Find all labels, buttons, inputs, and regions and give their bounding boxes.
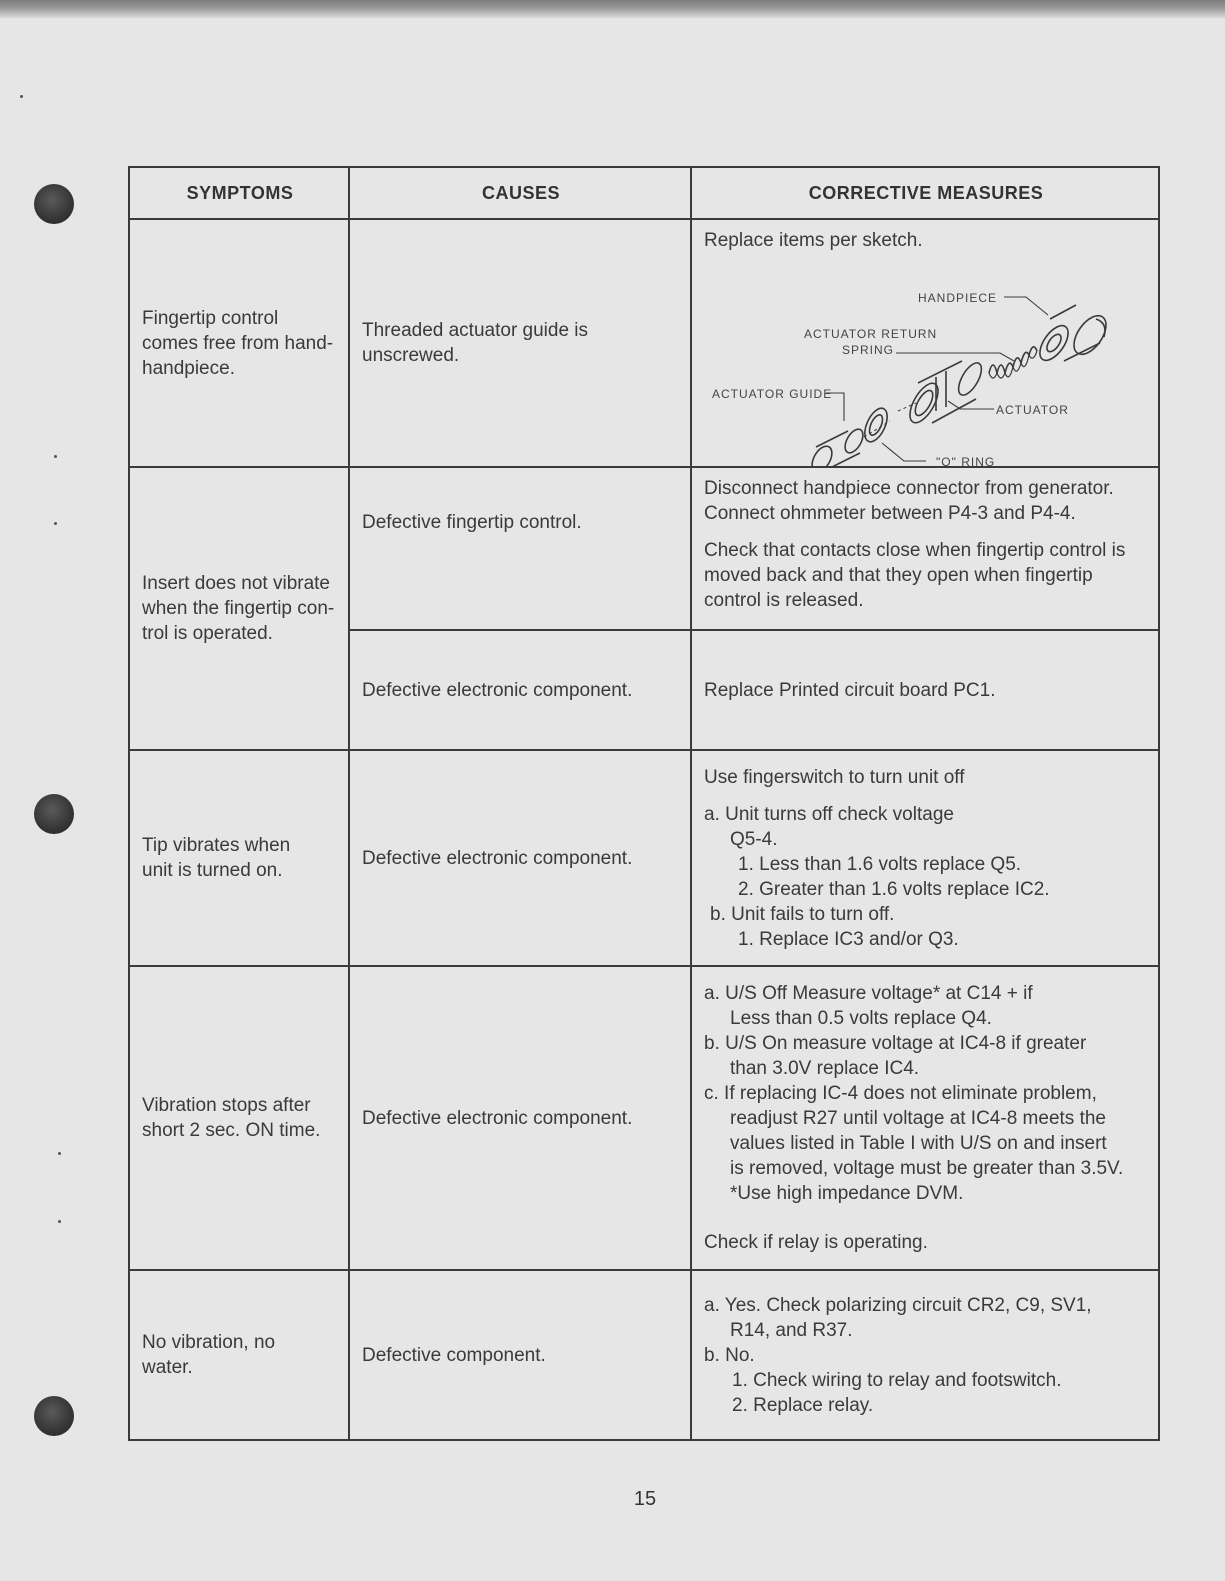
- measure-line: Check that contacts close when fingertip control is: [704, 540, 1126, 561]
- cause-line: Defective electronic component.: [362, 1107, 633, 1129]
- scan-speck: [58, 1152, 61, 1155]
- measure-line: Connect ohmmeter between P4-3 and P4-4.: [704, 503, 1076, 524]
- measure-line: c. If replacing IC-4 does not eliminate problem,: [704, 1083, 1097, 1104]
- symptom-line: trol is operated.: [142, 623, 273, 644]
- table-header-row: [129, 167, 1159, 219]
- measure-line: is removed, voltage must be greater than 3.5V.: [730, 1158, 1124, 1179]
- cause-cell: [349, 467, 691, 630]
- header-corrective-measures: CORRECTIVE MEASURES: [691, 167, 1159, 219]
- cause-cell: [349, 219, 691, 467]
- measure-cell: [691, 750, 1159, 966]
- cause-cell: [349, 1270, 691, 1440]
- cause-cell: [349, 630, 691, 750]
- measure-line: Less than 0.5 volts replace Q4.: [730, 1008, 992, 1029]
- cause-line: Defective component.: [362, 1344, 546, 1366]
- symptom-line: Fingertip control: [142, 307, 279, 329]
- measure-line: Q5-4.: [730, 828, 778, 850]
- measure-line: a. Unit turns off check voltage: [704, 803, 954, 825]
- table-row: [129, 467, 1159, 630]
- cause-line: Defective electronic component.: [362, 679, 633, 701]
- measure-line: Replace items per sketch.: [704, 230, 923, 251]
- symptom-line: Vibration stops after: [142, 1095, 311, 1116]
- measure-line: 1. Check wiring to relay and footswitch.: [732, 1369, 1062, 1391]
- scan-speck: [20, 95, 23, 98]
- symptom-cell: [129, 467, 349, 750]
- table-row: [129, 1270, 1159, 1440]
- symptom-line: unit is turned on.: [142, 860, 283, 881]
- scan-speck: [54, 455, 57, 458]
- measure-line: Use fingerswitch to turn unit off: [704, 766, 965, 788]
- measure-cell: [691, 1270, 1159, 1440]
- measure-cell: [691, 467, 1159, 630]
- symptom-cell: [129, 966, 349, 1270]
- measure-line: values listed in Table I with U/S on and insert: [730, 1133, 1107, 1154]
- label-spring: SPRING: [842, 343, 895, 357]
- table-row: [129, 219, 1159, 467]
- cause-cell: [349, 750, 691, 966]
- measure-cell: [691, 219, 1159, 467]
- symptom-line: Tip vibrates when: [142, 835, 291, 856]
- symptom-line: when the fingertip con-: [142, 598, 335, 619]
- measure-line: a. Yes. Check polarizing circuit CR2, C9, SV1,: [704, 1294, 1092, 1316]
- measure-line: 2. Greater than 1.6 volts replace IC2.: [738, 878, 1050, 900]
- measure-line: *Use high impedance DVM.: [730, 1183, 964, 1204]
- header-causes: CAUSES: [349, 167, 691, 219]
- table-row: [129, 966, 1159, 1270]
- measure-line: b. No.: [704, 1344, 755, 1366]
- troubleshooting-table: [128, 166, 1160, 1441]
- measure-line: than 3.0V replace IC4.: [730, 1058, 920, 1079]
- scan-speck: [58, 1220, 61, 1223]
- symptom-line: water.: [142, 1357, 193, 1378]
- measure-line: b. U/S On measure voltage at IC4-8 if greater: [704, 1033, 1087, 1054]
- cause-line: Defective fingertip control.: [362, 512, 582, 533]
- measure-line: Replace Printed circuit board PC1.: [704, 679, 996, 701]
- measure-line: Disconnect handpiece connector from generator.: [704, 478, 1114, 499]
- measure-line: moved back and that they open when fingertip: [704, 565, 1093, 586]
- measure-line: 2. Replace relay.: [732, 1394, 874, 1416]
- cause-line: Defective electronic component.: [362, 847, 633, 869]
- scan-speck: [54, 522, 57, 525]
- label-actuator-guide: ACTUATOR GUIDE: [712, 387, 833, 401]
- binder-hole-middle: [34, 794, 74, 834]
- label-o-ring: "O" RING: [936, 455, 996, 469]
- symptom-line: No vibration, no: [142, 1332, 276, 1353]
- symptom-line: short 2 sec. ON time.: [142, 1120, 321, 1141]
- actuator-assembly-sketch: [704, 261, 1154, 469]
- symptom-cell: [129, 750, 349, 966]
- cause-cell: [349, 966, 691, 1270]
- measure-line: readjust R27 until voltage at IC4-8 meets the: [730, 1108, 1106, 1129]
- cause-line: unscrewed.: [362, 345, 460, 366]
- symptom-cell: [129, 219, 349, 467]
- measure-cell: [691, 630, 1159, 750]
- label-actuator-return: ACTUATOR RETURN: [804, 327, 938, 341]
- measure-line: R14, and R37.: [730, 1319, 853, 1341]
- table-row: [129, 750, 1159, 966]
- measure-line: a. U/S Off Measure voltage* at C14 + if: [704, 983, 1033, 1004]
- page-number: 15: [633, 1488, 657, 1510]
- measure-line: b. Unit fails to turn off.: [710, 903, 895, 925]
- symptom-line: Insert does not vibrate: [142, 573, 330, 594]
- measure-line: 1. Replace IC3 and/or Q3.: [738, 928, 959, 950]
- scan-top-edge: [0, 0, 1225, 18]
- measure-cell: [691, 966, 1159, 1270]
- measure-line: 1. Less than 1.6 volts replace Q5.: [738, 853, 1022, 875]
- measure-line: control is released.: [704, 590, 864, 611]
- label-actuator: ACTUATOR: [996, 403, 1069, 417]
- header-symptoms: SYMPTOMS: [129, 167, 349, 219]
- cause-line: Threaded actuator guide is: [362, 320, 589, 341]
- binder-hole-top: [34, 184, 74, 224]
- binder-hole-bottom: [34, 1396, 74, 1436]
- symptom-line: handpiece.: [142, 357, 235, 379]
- measure-line: Check if relay is operating.: [704, 1232, 928, 1253]
- symptom-cell: [129, 1270, 349, 1440]
- label-handpiece: HANDPIECE: [918, 291, 998, 305]
- symptom-line: comes free from hand-: [142, 332, 334, 354]
